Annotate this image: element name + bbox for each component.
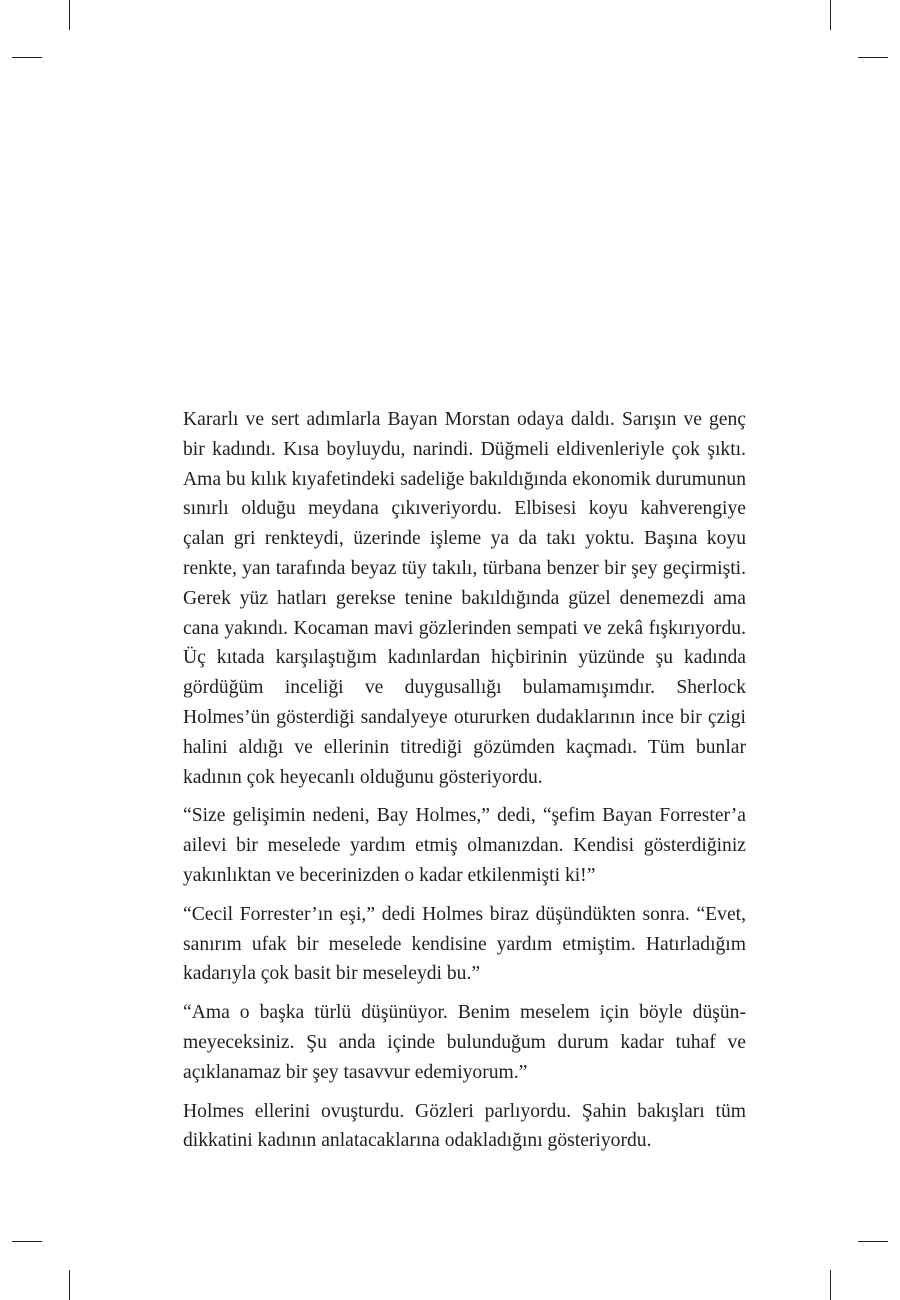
paragraph-5: Holmes ellerini ovuşturdu. Gözleri parlıyordu. Şahin bakışları tüm dikkatini kadının anlatacaklarına odakladığını gösteriyordu. [183,1100,746,1152]
crop-mark-top-right-vertical [830,0,831,30]
crop-mark-bottom-left-horizontal [12,1241,42,1242]
paragraph-1: Kararlı ve sert adımlarla Bayan Morstan odaya daldı. Sarışın ve genç bir kadındı. Kısa boyluydu, narindi. Düğmeli eldivenleriyle çok şıktı. Ama bu kılık kıyafetindeki sadeliğe bakıldığında ekonomik durumunun sınırlı olduğu meydana çıkıveriyordu. Elbisesi koyu kahverengiye çalan gri renkteydi, üzerinde işleme ya da takı yoktu. Başına koyu renkte, yan tarafında beyaz tüy takılı, türbana benzer bir şey geçirmişti. Gerek yüz hatları gerekse tenine bakıldığında güzel denemezdi ama cana yakındı. Kocaman mavi gözlerinden sempati ve zekâ fışkırıyordu. Üç kıtada karşılaştığım kadınlardan hiçbirinin yüzünde şu kadında gördüğüm inceliği ve duygusallığı bulamamışımdır. Sherlock Holmes’ün gösterdiği sandalyeye otururken dudaklarının ince bir çzigi halini aldığı ve ellerinin titrediği gözümden kaçmadı. Tüm bunlar kadının çok heyecanlı olduğunu gösteriyordu. [183,409,746,788]
crop-mark-bottom-left-vertical [69,1270,70,1300]
paragraph-3: “Cecil Forrester’ın eşi,” dedi Holmes biraz düşündükten sonra. “Evet, sanırım ufak bir meselede kendisine yardım etmiştim. Hatırladığım kadarıyla çok basit bir meseleydi bu.” [183,903,746,985]
crop-mark-bottom-right-vertical [830,1270,831,1300]
paragraph-4: “Ama o başka türlü düşünüyor. Benim meselem için böyle düşünmeyeceksiniz. Şu anda içinde bulunduğum durum kadar tuhaf ve açıklanamaz bir şey tasavvur edemiyorum.” [183,1002,746,1083]
paragraph-2: “Size gelişimin nedeni, Bay Holmes,” dedi, “şefim Bayan Forrester’a ailevi bir meselede yardım etmiş olmanızdan. Kendisi gösterdiğiniz yakınlıktan ve becerinizden o kadar etkilenmişti ki!” [183,805,746,886]
crop-mark-top-right-horizontal [858,57,888,58]
crop-mark-top-left-horizontal [12,57,42,58]
body-text [183,405,746,1156]
crop-mark-bottom-right-horizontal [858,1241,888,1242]
crop-mark-top-left-vertical [69,0,70,30]
